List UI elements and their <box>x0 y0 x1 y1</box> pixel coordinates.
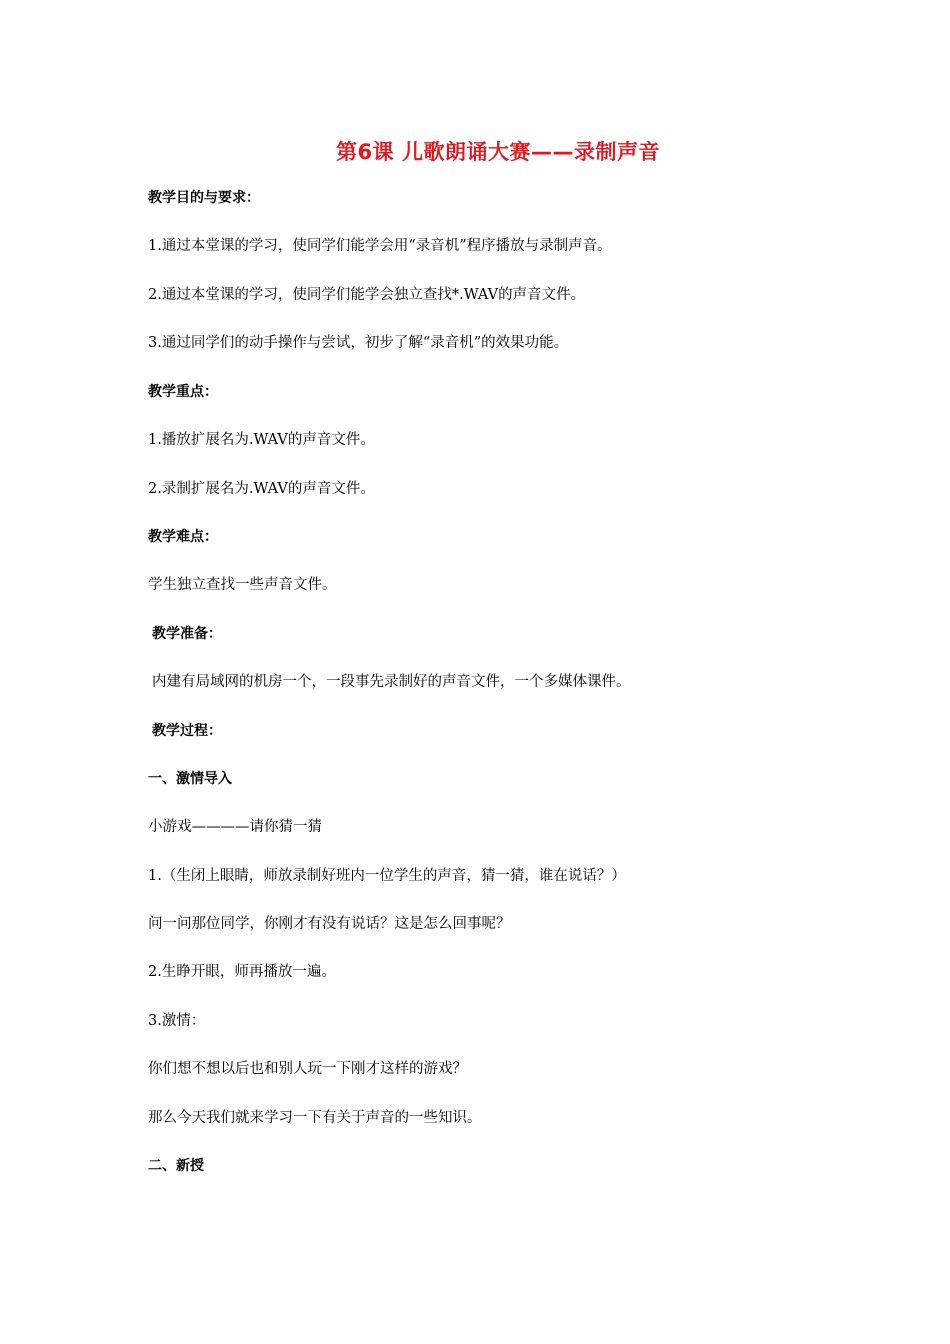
step-2: 2.生睁开眼，师再播放一遍。 <box>148 964 336 980</box>
section-intro-heading: 一、激情导入 <box>148 771 232 787</box>
today-topic: 那么今天我们就来学习一下有关于声音的一些知识。 <box>148 1110 482 1126</box>
objective-1: 1.通过本堂课的学习，使同学们能学会用“录音机”程序播放与录制声音。 <box>148 238 612 254</box>
heading-preparation: 教学准备： <box>152 626 222 642</box>
preparation-text: 内建有局域网的机房一个，一段事先录制好的声音文件，一个多媒体课件。 <box>152 674 631 690</box>
key-point-2: 2.录制扩展名为.WAV的声音文件。 <box>148 481 375 497</box>
motivation-question: 你们想不想以后也和别人玩一下刚才这样的游戏？ <box>148 1061 467 1077</box>
heading-key-points: 教学重点： <box>148 384 218 400</box>
section-new-heading: 二、新授 <box>148 1158 204 1174</box>
step-3: 3.激情： <box>148 1013 206 1029</box>
key-point-1: 1.播放扩展名为.WAV的声音文件。 <box>148 432 375 448</box>
question-text: 问一问那位同学，你刚才有没有说话？这是怎么回事呢？ <box>148 916 511 932</box>
objective-3: 3.通过同学们的动手操作与尝试，初步了解“录音机”的效果功能。 <box>148 335 569 351</box>
lesson-title: 第6课 儿歌朗诵大赛——录制声音 <box>336 140 660 164</box>
step-1: 1.（生闭上眼睛，师放录制好班内一位学生的声音，猜一猜，谁在说话？） <box>148 868 626 884</box>
game-title: 小游戏————请你猜一猜 <box>148 819 322 835</box>
heading-objectives: 教学目的与要求： <box>148 190 260 206</box>
objective-2: 2.通过本堂课的学习，使同学们能学会独立查找*.WAV的声音文件。 <box>148 287 586 303</box>
difficulty-text: 学生独立查找一些声音文件。 <box>148 577 337 593</box>
heading-difficulties: 教学难点： <box>148 529 218 545</box>
heading-process: 教学过程： <box>152 723 222 739</box>
